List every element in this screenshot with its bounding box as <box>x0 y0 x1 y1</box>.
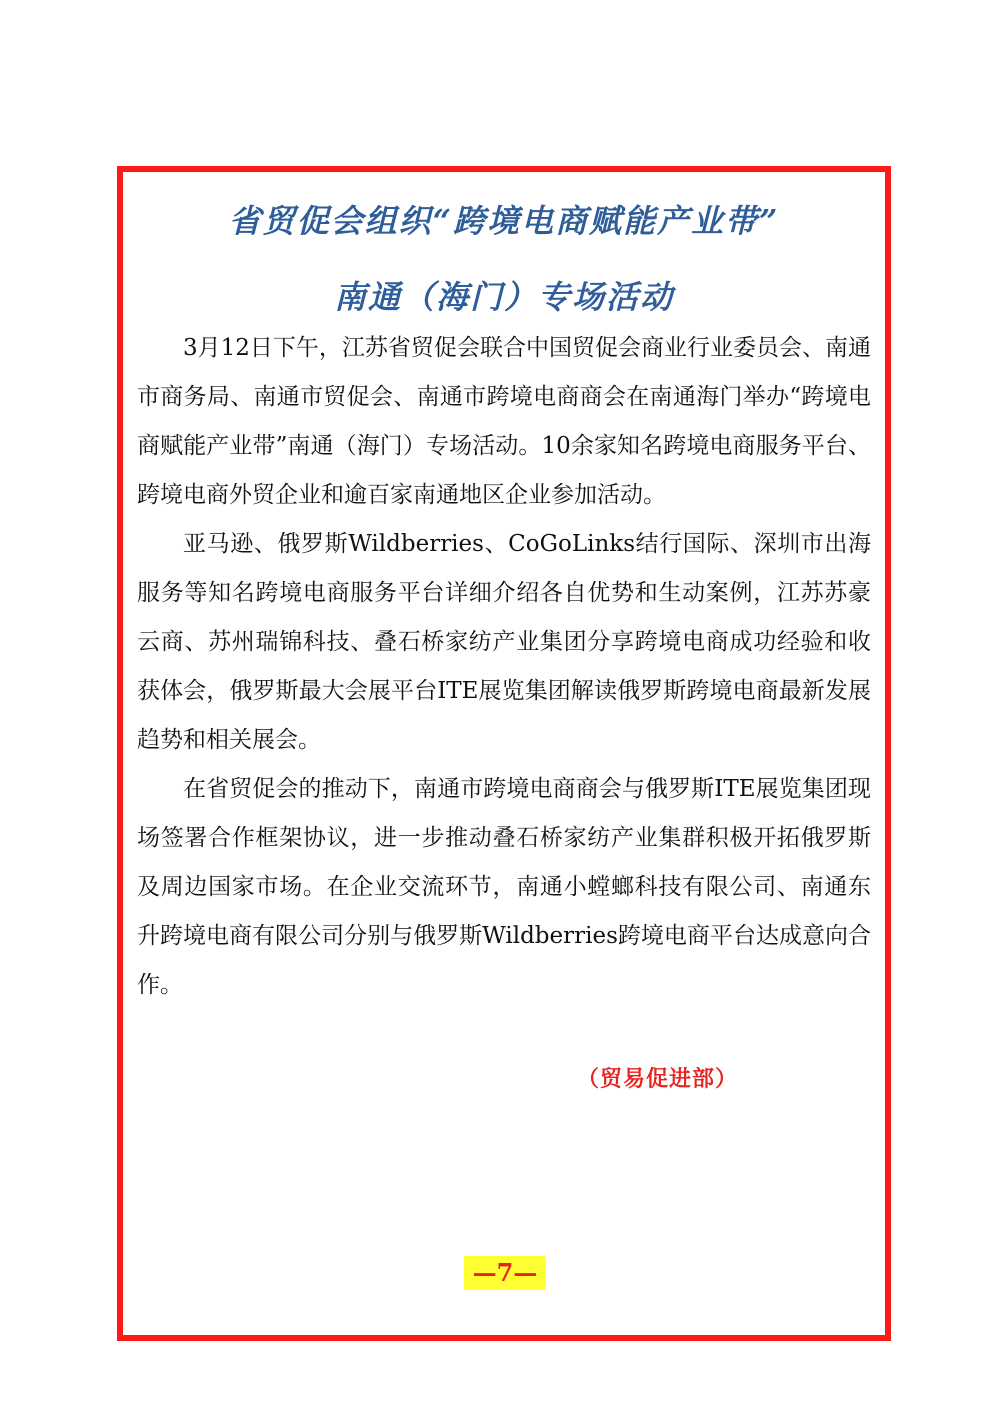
document-title-line-2: 南通（海门）专场活动 <box>333 278 674 316</box>
red-border-frame <box>117 166 891 1341</box>
department-signature: （贸易促进部） <box>577 1066 739 1092</box>
page-number: —7— <box>464 1256 546 1290</box>
paragraph-2: 亚马逊、俄罗斯Wildberries、CoGoLinks结行国际、深圳市出海服务等知名跨境电商服务平台详细介绍各自优势和生动案例，江苏苏豪云商、苏州瑞锦科技、叠石桥家纺产业集团分享跨境电商成功经验和收获体会，俄罗斯最大会展平台ITE展览集团解读俄罗斯跨境电商最新发展趋势和相关展会。 <box>137 531 871 753</box>
document-title-line-1: 省贸促会组织“跨境电商赋能产业带” <box>228 202 780 240</box>
article-body <box>137 324 871 1010</box>
paragraph-1: 3月12日下午，江苏省贸促会联合中国贸促会商业行业委员会、南通市商务局、南通市贸促会、南通市跨境电商商会在南通海门举办“跨境电商赋能产业带”南通（海门）专场活动。10余家知名跨境电商服务平台、跨境电商外贸企业和逾百家南通地区企业参加活动。 <box>137 335 871 508</box>
paragraph-3: 在省贸促会的推动下，南通市跨境电商商会与俄罗斯ITE展览集团现场签署合作框架协议，进一步推动叠石桥家纺产业集群积极开拓俄罗斯及周边国家市场。在企业交流环节，南通小螳螂科技有限公司、南通东升跨境电商有限公司分别与俄罗斯Wildberries跨境电商平台达成意向合作。 <box>137 776 871 998</box>
